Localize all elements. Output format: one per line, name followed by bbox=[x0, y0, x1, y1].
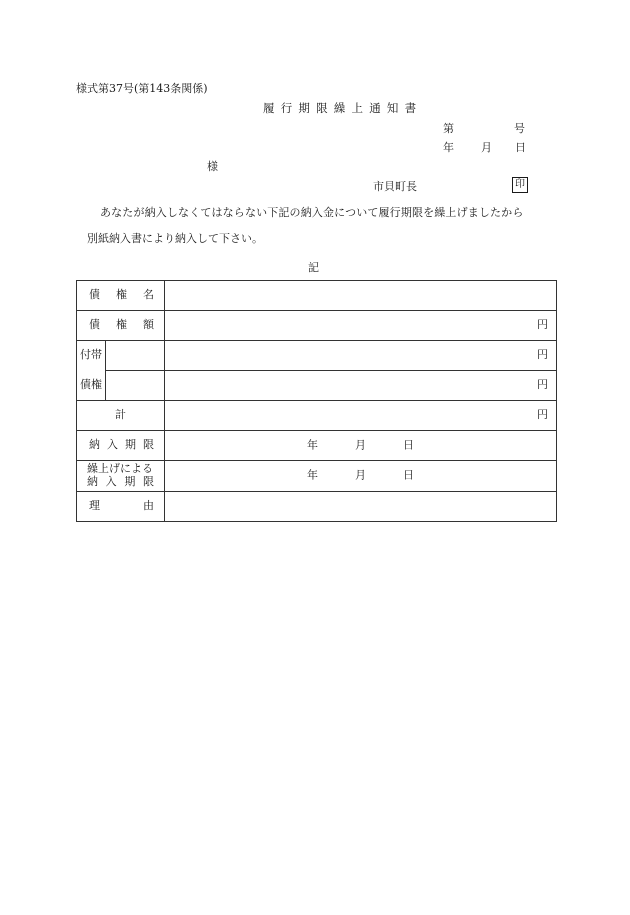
number-prefix: 第 bbox=[443, 122, 454, 135]
table-row-claim-amount bbox=[77, 311, 557, 341]
attached-unit-2: 円 bbox=[165, 371, 557, 401]
body-text-line-2: 別紙納入書により納入して下さい。 bbox=[87, 232, 263, 245]
advanced-deadline-line1: 繰上げによる bbox=[87, 462, 153, 476]
body-text-line-1: あなたが納入しなくてはならない下記の納入金について履行期限を繰上げましたから bbox=[100, 206, 524, 219]
claim-amount-label bbox=[77, 311, 165, 341]
table-row-deadline bbox=[77, 431, 557, 461]
table-row-reason bbox=[77, 492, 557, 522]
total-label: 計 bbox=[77, 401, 165, 431]
advanced-day-label: 日 bbox=[403, 468, 414, 482]
table-row-claim-name bbox=[77, 281, 557, 311]
date-year-label: 年 bbox=[443, 141, 454, 154]
advanced-deadline-label bbox=[77, 461, 165, 492]
label-char: 入 bbox=[105, 475, 117, 488]
advanced-deadline-date bbox=[165, 461, 557, 492]
label-char: 限 bbox=[142, 475, 154, 488]
seal-mark: 印 bbox=[512, 177, 528, 193]
claim-amount-unit: 円 bbox=[165, 311, 557, 341]
total-unit: 円 bbox=[165, 401, 557, 431]
claim-name-label bbox=[77, 281, 165, 311]
label-char: 限 bbox=[143, 438, 154, 452]
deadline-day-label: 日 bbox=[403, 438, 414, 452]
label-char: 権 bbox=[116, 288, 127, 302]
reason-label bbox=[77, 492, 165, 522]
deadline-label bbox=[77, 431, 165, 461]
advanced-month-label: 月 bbox=[355, 468, 366, 482]
date-day-label: 日 bbox=[515, 141, 526, 154]
label-char: 納 bbox=[87, 475, 98, 488]
date-month-label: 月 bbox=[481, 141, 492, 154]
label-char: 債 bbox=[89, 288, 100, 302]
table-row-attached-1 bbox=[77, 341, 557, 371]
label-char: 権 bbox=[116, 318, 127, 332]
attached-label-bottom: 債権 bbox=[77, 371, 106, 401]
form-number: 様式第37号(第143条関係) bbox=[76, 82, 208, 95]
table-row-advanced-deadline bbox=[77, 461, 557, 492]
deadline-date bbox=[165, 431, 557, 461]
issuer-name: 市貝町長 bbox=[373, 180, 417, 193]
notice-table bbox=[76, 280, 557, 522]
ki-heading: 記 bbox=[308, 261, 319, 274]
number-suffix: 号 bbox=[514, 122, 525, 135]
attached-unit-1: 円 bbox=[165, 341, 557, 371]
label-char: 名 bbox=[143, 288, 154, 302]
label-char: 額 bbox=[143, 318, 154, 332]
reason-value bbox=[165, 492, 557, 522]
label-char: 理 bbox=[89, 499, 100, 513]
label-char: 入 bbox=[107, 438, 118, 452]
table-row-attached-2 bbox=[77, 371, 557, 401]
label-char: 納 bbox=[89, 438, 100, 452]
attached-subcell-2 bbox=[106, 371, 165, 401]
claim-name-value bbox=[165, 281, 557, 311]
table-row-total bbox=[77, 401, 557, 431]
advanced-year-label: 年 bbox=[307, 468, 318, 482]
document-title: 履行期限繰上通知書 bbox=[263, 101, 423, 115]
addressee-suffix: 様 bbox=[207, 160, 218, 173]
deadline-year-label: 年 bbox=[307, 438, 318, 452]
attached-label-top: 付帯 bbox=[77, 341, 106, 371]
label-char: 期 bbox=[124, 475, 136, 488]
label-char: 債 bbox=[89, 318, 100, 332]
attached-subcell-1 bbox=[106, 341, 165, 371]
label-char: 由 bbox=[143, 499, 154, 513]
deadline-month-label: 月 bbox=[355, 438, 366, 452]
label-char: 期 bbox=[125, 438, 136, 452]
